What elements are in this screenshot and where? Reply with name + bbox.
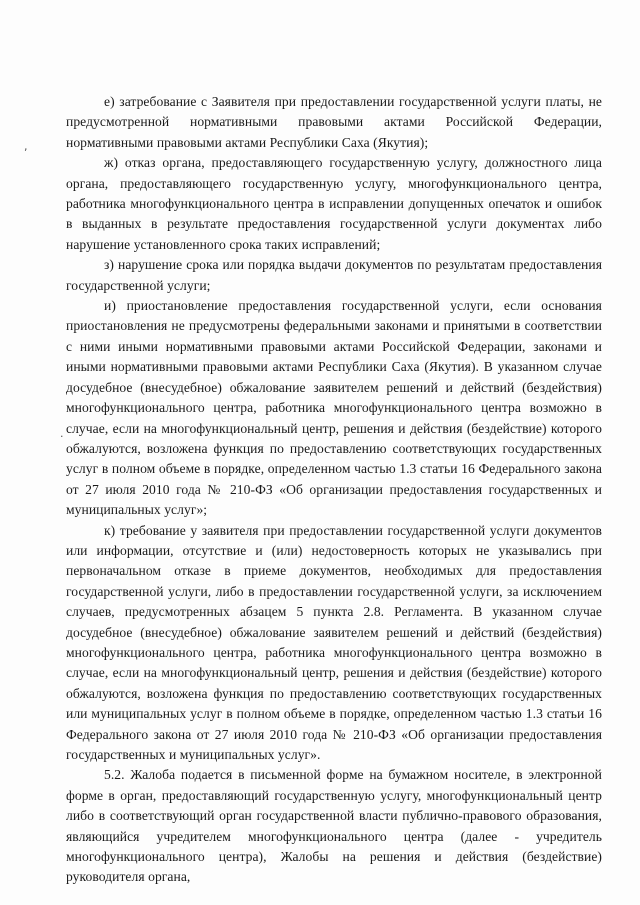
document-body — [66, 92, 602, 888]
paragraph-item-zh: ж) отказ органа, предоставляющего государственную услугу, должностного лица органа, предоставляющего государственную услугу, многофункционального центра, работника многофункционального центра в исправлении допущенных опечаток и ошибок в выданных в результате предоставления государственной услуги документах либо нарушение установленного срока таких исправлений; — [66, 155, 602, 252]
paragraph-item-i: и) приостановление предоставления государственной услуги, если основания приостановления не предусмотрены федеральными законами и принятыми в соответствии с ними иными нормативными правовыми актами Российской Федерации, законами и иными нормативными правовыми актами Республики Саха (Якутия). В указанном случае досудебное (внесудебное) обжалование заявителем решений и действий (бездействия) многофункционального центра, работника многофункционального центра возможно в случае, если на многофункциональный центр, решения и действия (бездействие) которого обжалуются, возложена функция по предоставлению соответствующих государственных услуг в полном объеме в порядке, определенном частью 1.3 статьи 16 Федерального закона от 27 июля 2010 года № 210-ФЗ «Об организации предоставления государственных и муниципальных услуг»; — [66, 298, 602, 518]
margin-mark: · — [60, 430, 64, 443]
paragraph-section-5-2: 5.2. Жалоба подается в письменной форме на бумажном носителе, в электронной форме в орган, предоставляющий государственную услугу, многофункциональный центр либо в соответствующий орган государственной власти публично-правового образования, являющийся учредителем многофункционального центра (далее - учредитель многофункционального центра), Жалобы на решения и действия (бездействие) руководителя органа, — [66, 767, 602, 885]
paragraph-item-k: к) требование у заявителя при предоставлении государственной услуги документов или информации, отсутствие и (или) недостоверность которых не указывались при первоначальном отказе в приеме документов, необходимых для предоставления государственной услуги, либо в предоставлении государственной услуги, за исключением случаев, предусмотренных абзацем 5 пункта 2.8. Регламента. В указанном случае досудебное (внесудебное) обжалование заявителем решений и действий (бездействия) многофункционального центра, работника многофункционального центра возможно в случае, если на многофункциональный центр, решения и действия (бездействие) которого обжалуются, возложена функция по предоставлению соответствующих государственных или муниципальных услуг в полном объеме в порядке, определенном частью 1.3 статьи 16 Федерального закона от 27 июля 2010 года № 210-ФЗ «Об организации предоставления государственных и муниципальных услуг». — [66, 522, 602, 762]
margin-mark: , — [24, 140, 28, 153]
paragraph-item-e: е) затребование с Заявителя при предоставлении государственной услуги платы, не предусмотренной нормативными правовыми актами Российской Федерации, нормативными правовыми актами Республики Саха (Якутия); — [66, 94, 602, 150]
paragraph-item-z: з) нарушение срока или порядка выдачи документов по результатам предоставления государственной услуги; — [66, 257, 602, 293]
